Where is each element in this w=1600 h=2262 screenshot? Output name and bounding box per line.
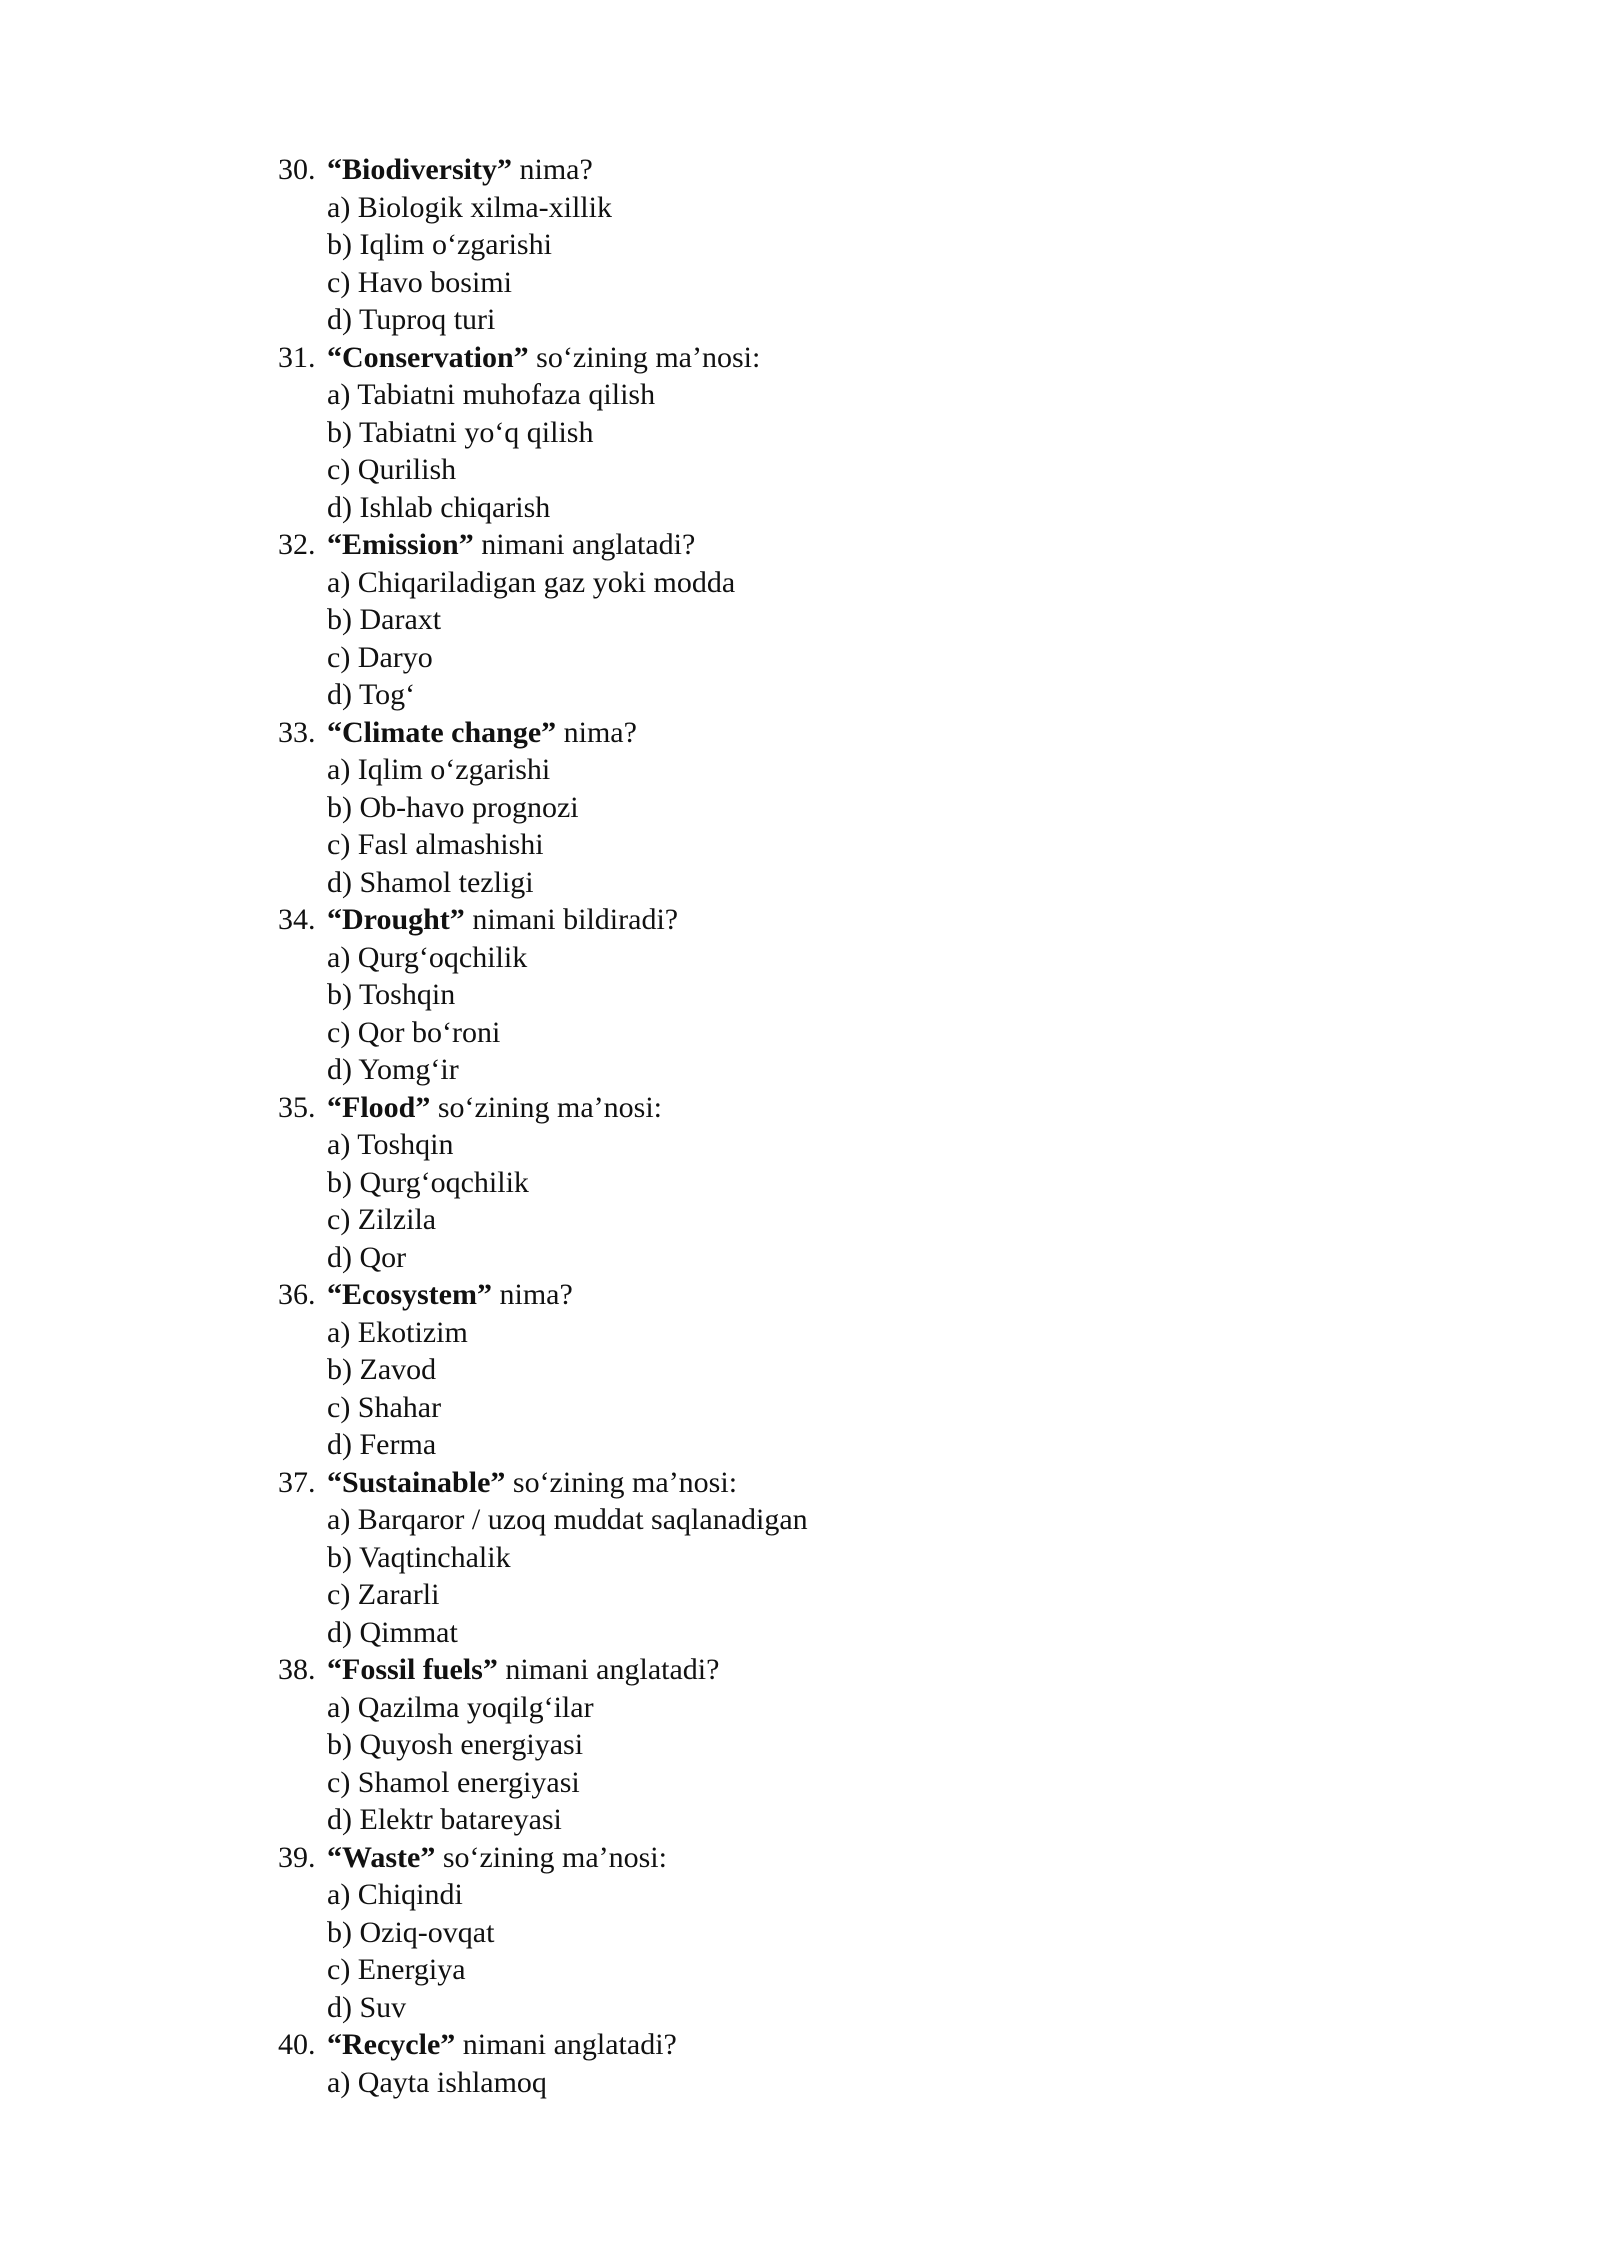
- question-number: 36.: [278, 1278, 316, 1311]
- answer-option: c) Zararli: [327, 1578, 440, 1611]
- answer-option: b) Qurg‘oqchilik: [327, 1165, 529, 1199]
- question-text: nima?: [556, 715, 637, 749]
- answer-option: c) Zilzila: [327, 1203, 437, 1236]
- answer-option: c) Qor bo‘roni: [327, 1015, 501, 1049]
- question-term: “Sustainable”: [327, 1465, 506, 1499]
- answer-option: a) Tabiatni muhofaza qilish: [327, 378, 656, 411]
- question-heading: [278, 1464, 1378, 1502]
- answer-option: c) Qurilish: [327, 453, 457, 486]
- question-item: [278, 714, 1378, 902]
- question-heading: [278, 1651, 1378, 1689]
- answer-option: b) Ob-havo prognozi: [327, 790, 579, 824]
- question-text: nimani anglatadi?: [455, 2028, 677, 2061]
- answer-option: c) Fasl almashishi: [327, 828, 544, 861]
- question-item: [278, 1464, 1378, 1652]
- answer-option: a) Iqlim o‘zgarishi: [327, 753, 551, 786]
- question-text: nima?: [491, 1278, 573, 1311]
- question-item: [278, 151, 1378, 339]
- answer-option: b) Oziq-ovqat: [327, 1915, 495, 1949]
- question-item: [278, 901, 1378, 1089]
- question-item: [278, 1276, 1378, 1464]
- question-item: [278, 1839, 1378, 2027]
- answer-option: a) Toshqin: [327, 1128, 454, 1161]
- question-term: “Climate change”: [327, 715, 557, 749]
- answer-option: b) Daraxt: [327, 603, 442, 636]
- question-heading: [278, 151, 1378, 189]
- answer-option: d) Yomg‘ir: [327, 1053, 459, 1086]
- question-term: “Flood”: [327, 1090, 431, 1124]
- answer-option: d) Qor: [327, 1240, 407, 1274]
- question-term: “Drought”: [327, 903, 465, 936]
- question-number: 31.: [278, 340, 316, 374]
- question-text: nimani anglatadi?: [473, 528, 696, 561]
- question-term: “Biodiversity”: [327, 153, 512, 186]
- question-heading: [278, 714, 1378, 752]
- question-item: [278, 1089, 1378, 1277]
- answer-option: d) Tuproq turi: [327, 303, 496, 336]
- question-number: 40.: [278, 2028, 316, 2061]
- question-item: [278, 526, 1378, 714]
- question-item: [278, 1651, 1378, 1839]
- answer-option: a) Chiqindi: [327, 1878, 463, 1911]
- answer-option: d) Suv: [327, 1990, 407, 2024]
- answer-option: d) Qimmat: [327, 1615, 458, 1649]
- question-text: so‘zining ma’nosi:: [505, 1465, 738, 1499]
- question-text: nimani anglatadi?: [497, 1653, 720, 1686]
- question-heading: [278, 1089, 1378, 1127]
- answer-option: c) Shamol energiyasi: [327, 1765, 580, 1799]
- question-term: “Ecosystem”: [327, 1278, 492, 1311]
- answer-option: b) Iqlim o‘zgarishi: [327, 228, 552, 261]
- answer-option: d) Tog‘: [327, 678, 416, 711]
- question-text: so‘zining ma’nosi:: [430, 1090, 662, 1124]
- question-term: “Recycle”: [327, 2028, 456, 2061]
- question-text: nimani bildiradi?: [464, 903, 679, 936]
- question-number: 33.: [278, 715, 316, 749]
- answer-option: c) Havo bosimi: [327, 265, 512, 299]
- answer-option: d) Shamol tezligi: [327, 865, 534, 899]
- question-number: 35.: [278, 1090, 316, 1124]
- question-heading: [278, 526, 1378, 564]
- answer-option: a) Ekotizim: [327, 1315, 468, 1349]
- question-term: “Waste”: [327, 1840, 436, 1874]
- question-number: 34.: [278, 903, 316, 936]
- answer-option: a) Qazilma yoqilg‘ilar: [327, 1690, 594, 1724]
- answer-option: c) Daryo: [327, 640, 433, 674]
- answer-option: b) Vaqtinchalik: [327, 1540, 511, 1574]
- answer-option: b) Toshqin: [327, 978, 456, 1011]
- answer-option: d) Ferma: [327, 1428, 437, 1461]
- question-text: nima?: [512, 153, 593, 186]
- question-number: 32.: [278, 528, 316, 561]
- question-term: “Fossil fuels”: [327, 1653, 498, 1686]
- answer-option: b) Tabiatni yo‘q qilish: [327, 415, 594, 449]
- answer-option: d) Elektr batareyasi: [327, 1803, 562, 1836]
- question-term: “Conservation”: [327, 340, 529, 374]
- question-heading: [278, 339, 1378, 377]
- question-number: 37.: [278, 1465, 316, 1499]
- answer-option: b) Zavod: [327, 1353, 437, 1386]
- answer-option: a) Biologik xilma-xillik: [327, 190, 612, 224]
- question-heading: [278, 2026, 1378, 2064]
- question-heading: [278, 901, 1378, 939]
- question-item: [278, 2026, 1378, 2101]
- question-item: [278, 339, 1378, 527]
- question-heading: [278, 1276, 1378, 1314]
- answer-option: d) Ishlab chiqarish: [327, 490, 551, 524]
- question-term: “Emission”: [327, 528, 474, 561]
- question-number: 39.: [278, 1840, 316, 1874]
- answer-option: a) Chiqariladigan gaz yoki modda: [327, 565, 736, 599]
- answer-option: a) Barqaror / uzoq muddat saqlanadigan: [327, 1503, 808, 1536]
- question-text: so‘zining ma’nosi:: [528, 340, 761, 374]
- question-number: 38.: [278, 1653, 316, 1686]
- answer-option: b) Quyosh energiyasi: [327, 1728, 584, 1761]
- answer-option: a) Qayta ishlamoq: [327, 2065, 547, 2099]
- question-text: so‘zining ma’nosi:: [435, 1840, 667, 1874]
- answer-option: a) Qurg‘oqchilik: [327, 940, 528, 974]
- answer-option: c) Shahar: [327, 1390, 442, 1424]
- question-number: 30.: [278, 153, 316, 186]
- question-heading: [278, 1839, 1378, 1877]
- question-list: [278, 151, 1378, 2101]
- answer-option: c) Energiya: [327, 1953, 466, 1986]
